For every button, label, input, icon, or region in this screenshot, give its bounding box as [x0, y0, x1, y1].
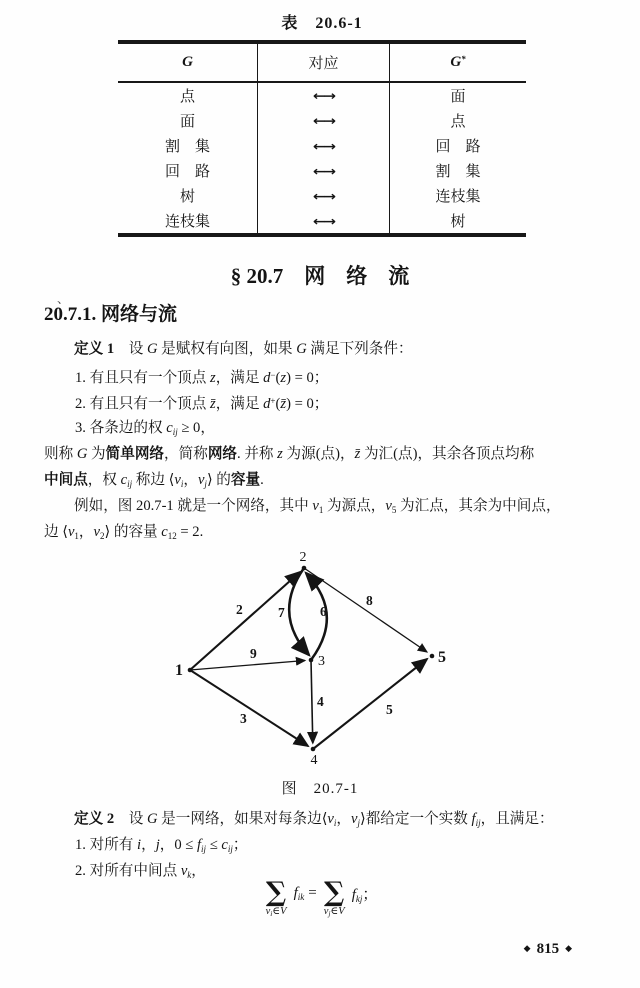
arrow-icon: ←→: [258, 133, 390, 158]
table-cell-gstar: 点: [450, 114, 466, 130]
graph-vertex-label: 5: [438, 649, 446, 666]
def1-item-1: 1. 有且只有一个顶点 z，满足 d−(z) = 0；: [75, 370, 329, 387]
graph-edge-label: 4: [317, 694, 324, 709]
table-title: 表 20.6-1: [281, 15, 363, 32]
arrow-icon: ←→: [258, 158, 390, 183]
def1-para-line-2: 中间点，权 $c_{ij}$ 称边 $⟨v_i$，$v_j⟩$ 的容量.: [44, 471, 264, 489]
table-header-map: 对应: [258, 44, 390, 83]
page-number-mark: ◆: [565, 943, 572, 953]
graph-vertex-dot: [309, 658, 314, 663]
def2-item-2: 2. 对所有中间点 $v_k$，: [75, 863, 206, 881]
summation-rhs: [323, 877, 345, 919]
def1-para-line-1: 则称 G 为简单网络，简称网络. 并称 z 为源(点)，z̄ 为汇(点)，其余各顶点均称: [44, 445, 535, 462]
table-cell-gstar: 割 集: [435, 164, 481, 180]
example-line-1: 例如，图 20.7-1 就是一个网络，其中 $v_1$ 为源点，$v_5$ 为汇点，其余为中间点，: [74, 498, 561, 516]
page-number: [0, 941, 578, 958]
graph-vertex-dot: [430, 654, 435, 659]
section-heading: § 20.7 网 络 流: [230, 264, 410, 288]
graph-edge-label: 6: [320, 604, 327, 619]
example-line-2: 边 $⟨v_1$，$v_2⟩$ 的容量 $c_{12} = 2$.: [44, 524, 204, 542]
definition-2: [44, 806, 604, 885]
table-cell-gstar: 连枝集: [435, 189, 481, 205]
graph-edge-label: 5: [386, 702, 393, 717]
graph-edge-1-4: [190, 670, 308, 746]
sigma-symbol: ∑: [324, 877, 345, 908]
subsection-heading: 20.7.1. 网络与流: [44, 304, 178, 325]
table-cell-g: 回 路: [118, 158, 258, 183]
def2-intro: 定义 2 设 G 是一网络，如果对每条边$⟨v_i$，$v_j⟩$都给定一个实数 $f_{ij}$，且满足：: [74, 811, 554, 828]
table-header-g: G: [118, 44, 258, 83]
sum-term: $f_{ik}$: [293, 885, 305, 902]
table-header-gstar: G*: [390, 44, 526, 83]
sum-limit: $v_i\in V$: [265, 906, 287, 918]
graph-vertex-label: 3: [318, 654, 325, 669]
graph-vertex-label: 4: [310, 753, 318, 768]
network-graph-figure: [140, 550, 470, 778]
graph-edge-4-5: [313, 659, 427, 749]
table-cell-gstar: 树: [450, 214, 466, 230]
graph-vertex-dot: [188, 668, 193, 673]
graph-edge-1-3: [190, 661, 305, 671]
summation-lhs: [265, 877, 287, 919]
graph-edge-label: 9: [250, 646, 257, 661]
sum-term: $f_{kj}$；: [351, 887, 378, 904]
sum-limit: $v_j\in V$: [323, 906, 345, 918]
def1-intro: 定义 1 设 G 是赋权有向图，如果 G 满足下列条件：: [74, 341, 413, 357]
arrow-icon: ←→: [258, 108, 390, 133]
arrow-icon: ←→: [258, 208, 390, 233]
figure-caption: 图 20.7-1: [281, 781, 359, 797]
graph-vertex-dot: [302, 566, 307, 571]
graph-vertex-label: 1: [175, 662, 183, 679]
graph-edge-label: 3: [240, 711, 247, 726]
table-cell-g: 连枝集: [118, 208, 258, 233]
table-cell-g: 割 集: [118, 133, 258, 158]
definition-1: [44, 336, 604, 546]
scan-artifact: 、: [57, 292, 70, 306]
def1-item-3: 3. 各条边的权 $c_{ij} \ge 0$，: [75, 419, 215, 437]
graph-edge-label: 7: [278, 605, 285, 620]
graph-vertex-dot: [311, 747, 316, 752]
def1-item-2: 2. 有且只有一个顶点 z̄，满足 d+(z̄) = 0；: [75, 396, 329, 413]
table-cell-g: 面: [118, 108, 258, 133]
equals-sign: =: [308, 885, 317, 901]
graph-edge-1-2: [190, 572, 300, 670]
graph-edge-label: 2: [236, 602, 243, 617]
table-cell-gstar: 面: [450, 89, 466, 105]
page-number-mark: ◆: [523, 943, 531, 953]
graph-edge-2-3-left: [289, 568, 309, 655]
sigma-symbol: ∑: [265, 877, 287, 908]
graph-edge-3-4: [311, 660, 313, 743]
page-number-value: 815: [536, 941, 560, 957]
arrow-icon: ←→: [258, 83, 390, 108]
def2-item-1: 1. 对所有 i，j，$0 \le f_{ij} \le c_{ij}$；: [75, 837, 248, 855]
table-cell-g: 点: [118, 83, 258, 108]
table-cell-gstar: 回 路: [435, 139, 481, 155]
table-cell-g: 树: [118, 183, 258, 208]
arrow-icon: ←→: [258, 183, 390, 208]
duality-table: [118, 40, 526, 237]
flow-conservation-formula: [0, 877, 640, 919]
graph-edge-label: 8: [366, 593, 373, 608]
graph-vertex-label: 2: [299, 550, 307, 565]
